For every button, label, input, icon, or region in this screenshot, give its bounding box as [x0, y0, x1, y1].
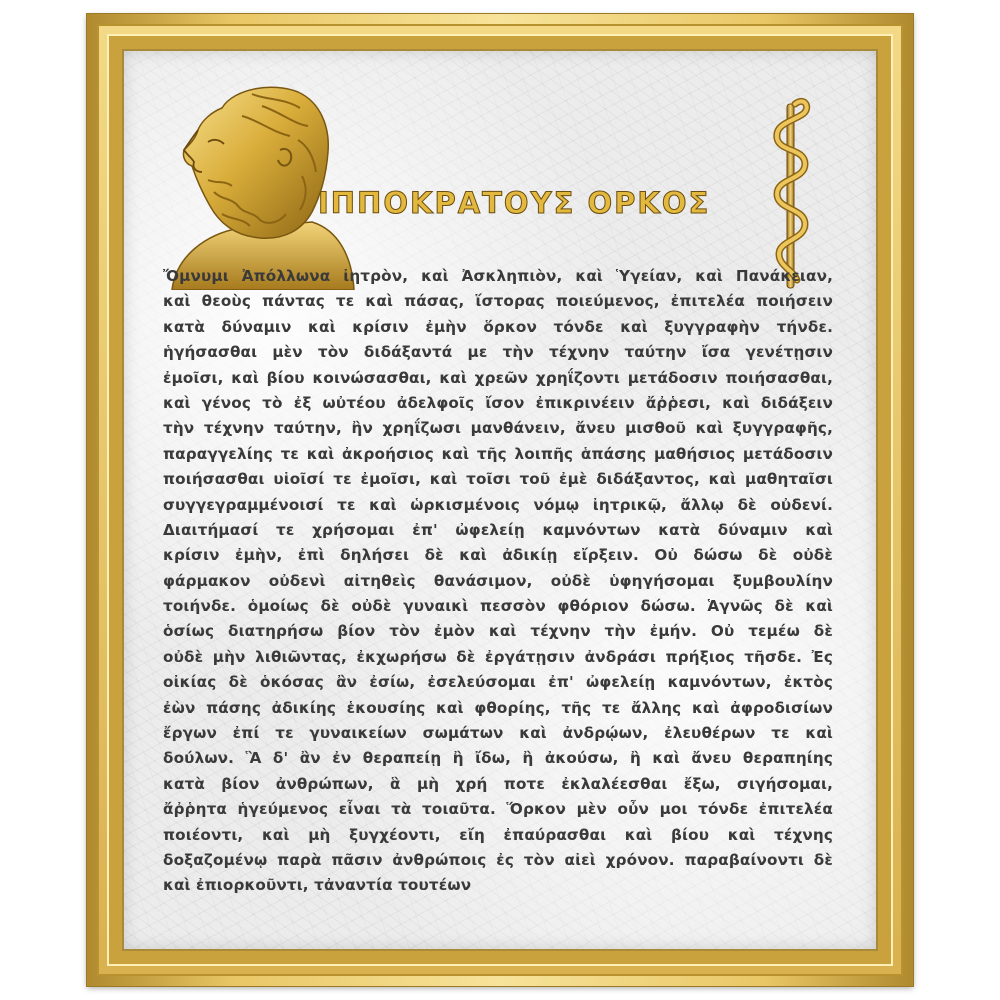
- oath-line: καὶ θεοὺς πάντας τε καὶ πάσας, ἵστορας ποιεύμενος, ἐπιτελέα ποιήσειν: [163, 292, 833, 311]
- rod-of-asclepius-icon: [765, 94, 815, 290]
- oath-line: συγγεγραμμένοισί τε καὶ ὡρκισμένοις νόμῳ ἰητρικῷ, ἄλλῳ δὲ οὐδενί.: [163, 495, 833, 514]
- oath-line: κατὰ δύναμιν καὶ κρίσιν ἐμὴν ὅρκον τόνδε καὶ ξυγγραφὴν τήνδε.: [163, 317, 833, 336]
- oath-line: ἐὼν πάσης ἀδικίης ἑκουσίης καὶ φθορίης, τῆς τε ἄλλης καὶ ἀφροδισίων: [163, 698, 833, 717]
- oath-line: οὐδὲ μὴν λιθιῶντας, ἐκχωρήσω δὲ ἐργάτῃσιν ἀνδράσι πρήξιος τῆσδε. Ἐς: [163, 647, 833, 666]
- oath-line: ἄῤῥητα ἡγεύμενος εἶναι τὰ τοιαῦτα. Ὅρκον μὲν οὖν μοι τόνδε ἐπιτελέα: [163, 800, 833, 819]
- oath-line: φάρμακον οὐδενὶ αἰτηθεὶς θανάσιμον, οὐδὲ ὑφηγήσομαι ξυμβουλίην: [163, 571, 833, 590]
- hippocrates-bust-icon: [162, 80, 356, 290]
- page-title: ΙΠΠΟΚΡΑΤΟΥΣ ΟΡΚΟΣ: [318, 186, 711, 220]
- oath-line: οἰκίας δὲ ὁκόσας ἂν ἐσίω, ἐσελεύσομαι ἐπ' ὠφελείῃ καμνόντων, ἐκτὸς: [163, 673, 833, 692]
- oath-line: παραγγελίης τε καὶ ἀκροήσιος καὶ τῆς λοιπῆς ἁπάσης μαθήσιος μετάδοσιν: [163, 444, 833, 463]
- hippocratic-oath-text: [163, 264, 833, 924]
- oath-line: ποιέοντι, καὶ μὴ ξυγχέοντι, εἴη ἐπαύρασθαι καὶ βίου καὶ τέχνης: [163, 825, 833, 844]
- oath-line: Διαιτήμασί τε χρήσομαι ἐπ' ὠφελείῃ καμνόντων κατὰ δύναμιν καὶ: [163, 520, 833, 539]
- oath-line: κρίσιν ἐμὴν, ἐπὶ δηλήσει δὲ καὶ ἀδικίῃ εἴρξειν. Οὐ δώσω δὲ οὐδὲ: [163, 546, 833, 565]
- oath-line: κατὰ βίον ἀνθρώπων, ἃ μὴ χρή ποτε ἐκλαλέεσθαι ἔξω, σιγήσομαι,: [163, 774, 833, 793]
- oath-line: ἡγήσασθαι μὲν τὸν διδάξαντά με τὴν τέχνην ταύτην ἴσα γενέτῃσιν: [163, 343, 833, 362]
- oath-line: ποιήσασθαι υἱοῖσί τε ἐμοῖσι, καὶ τοῖσι τοῦ ἐμὲ διδάξαντος, καὶ μαθηταῖσι: [163, 470, 833, 489]
- oath-line: δοξαζομένῳ παρὰ πᾶσιν ἀνθρώποις ἐς τὸν αἰεὶ χρόνον. παραβαίνοντι δὲ: [163, 850, 833, 869]
- oath-line: δούλων. Ἃ δ' ἂν ἐν θεραπείῃ ἢ ἴδω, ἢ ἀκούσω, ἢ καὶ ἄνευ θεραπηίης: [163, 749, 833, 768]
- oath-line: τοιήνδε. ὁμοίως δὲ οὐδὲ γυναικὶ πεσσὸν φθόριον δώσω. Ἁγνῶς δὲ καὶ: [163, 597, 833, 616]
- oath-line: ὁσίως διατηρήσω βίον τὸν ἐμὸν καὶ τέχνην τὴν ἐμήν. Οὐ τεμέω δὲ: [163, 622, 833, 641]
- oath-line: τὴν τέχνην ταύτην, ἢν χρηΐζωσι μανθάνειν, ἄνευ μισθοῦ καὶ ξυγγραφῆς,: [163, 419, 833, 438]
- oath-line: ἐμοῖσι, καὶ βίου κοινώσασθαι, καὶ χρεῶν χρηΐζοντι μετάδοσιν ποιήσασθαι,: [163, 368, 833, 387]
- oath-line: καὶ ἐπιορκοῦντι, τἀναντία τουτέων: [163, 876, 472, 895]
- oath-line: καὶ γένος τὸ ἐξ ωὐτέου ἀδελφοῖς ἴσον ἐπικρινέειν ἄῤῥεσι, καὶ διδάξειν: [163, 393, 833, 412]
- oath-line: Ὄμνυμι Ἀπόλλωνα ἰητρὸν, καὶ Ἀσκληπιὸν, καὶ Ὑγείαν, καὶ Πανάκειαν,: [163, 267, 833, 285]
- oath-line: ἔργων ἐπί τε γυναικείων σωμάτων καὶ ἀνδρῴων, ἐλευθέρων τε καὶ: [163, 724, 833, 743]
